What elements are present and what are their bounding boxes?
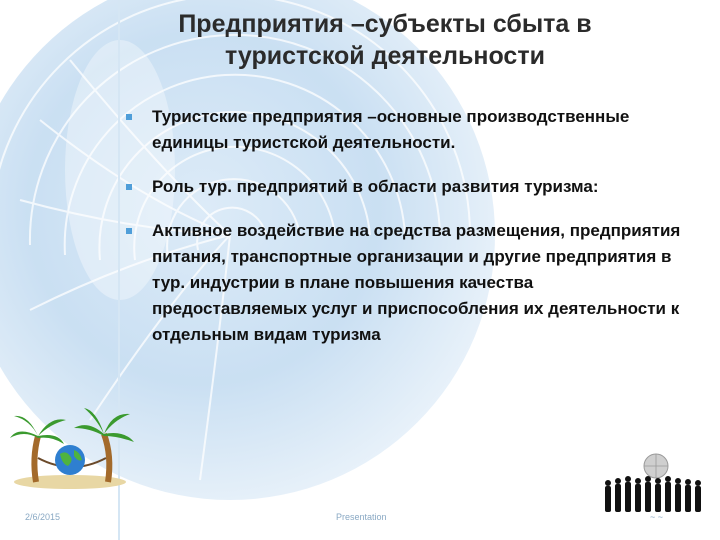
footer-center-text: Presentation [336,512,387,522]
bullet-text: Туристские предприятия –основные производственные единицы туристской деятельности. [152,107,630,152]
slide-title [120,8,650,72]
bullet-square-icon [126,114,132,120]
footer-page-number: ~ ~ [650,512,664,522]
bullet-list [123,104,683,348]
bullet-square-icon [126,184,132,190]
palm-island-globe-icon [8,398,136,490]
bullet-item [123,218,683,348]
bullet-text: Активное воздействие на средства размещения, предприятия питания, транспортные организации и другие предприятия в тур. индустрии в плане повышения качества предоставляемых услуг и приспособления их деятельности к отдельным видам туризма [152,221,681,344]
bullet-text: Роль тур. предприятий в области развития туризма: [152,177,599,196]
footer-date: 2/6/2015 [25,512,61,522]
slide-title-line-1: Предприятия –субъекты сбыта в [178,10,592,38]
bullet-item [123,174,683,200]
business-people-icon [600,452,708,517]
slide-title-line-2: туристской деятельности [225,42,545,70]
bullet-item [123,104,683,156]
bullet-square-icon [126,228,132,234]
